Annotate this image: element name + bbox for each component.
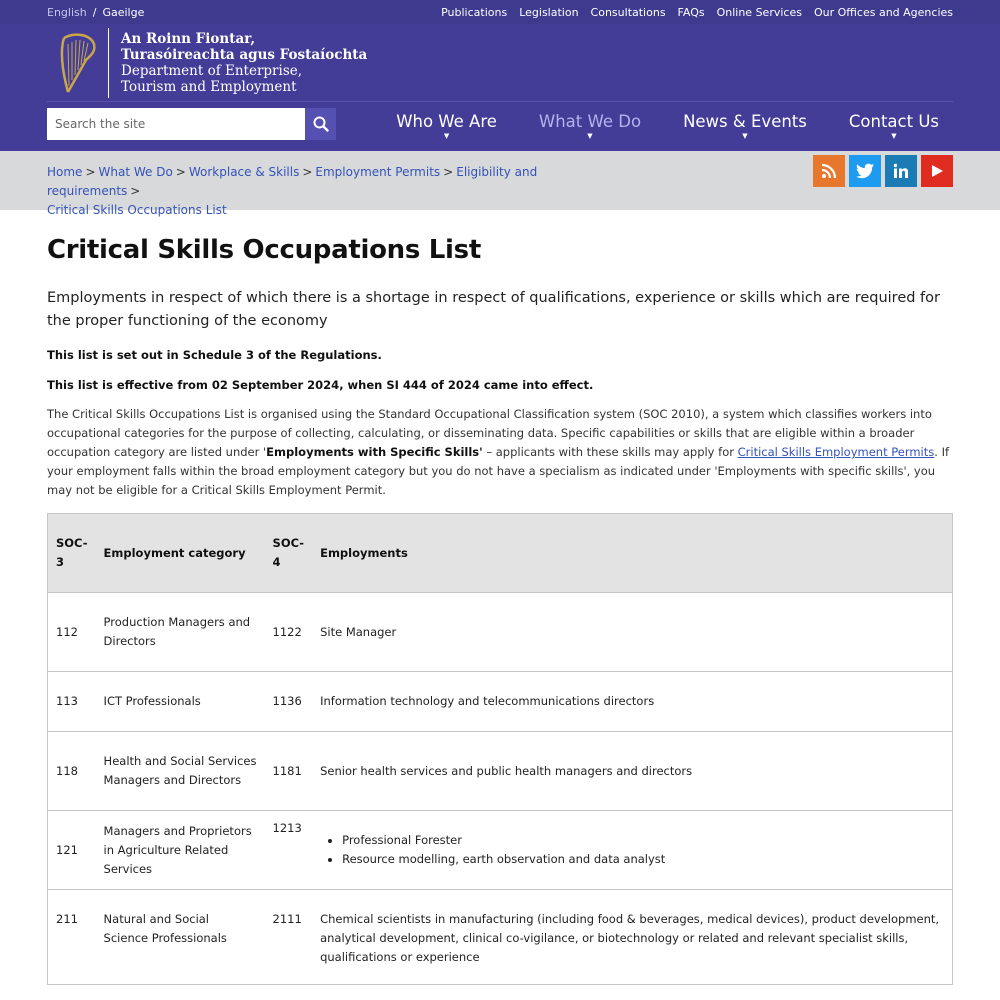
social-links [813,155,953,187]
twitter-button[interactable] [849,155,881,187]
effective-date-note: This list is effective from 02 September 2024, when SI 444 of 2024 came into effect. [47,378,594,392]
harp-icon [56,30,100,96]
nav-label: Contact Us [848,112,939,131]
cell-category: ICT Professionals [96,672,265,732]
breadcrumb-what-we-do[interactable]: What We Do [98,165,173,179]
site-logo[interactable] [56,28,367,98]
main-navigation [396,112,953,140]
youtube-icon [930,164,944,178]
employments-list [342,831,944,869]
utility-link-publications[interactable]: Publications [441,5,508,19]
cell-employments: Site Manager [312,593,952,672]
language-switcher [47,6,144,19]
twitter-icon [856,163,874,179]
breadcrumb-separator: > [302,165,313,179]
cell-soc3: 121 [48,811,96,890]
utility-link-faqs[interactable]: FAQs [677,5,705,19]
utility-link-online-services[interactable]: Online Services [716,5,802,19]
utility-bar [0,0,1000,24]
cell-soc4: 1213 [265,811,313,890]
breadcrumb-home[interactable]: Home [47,165,83,179]
cell-soc3: 211 [48,890,96,985]
utility-link-offices[interactable]: Our Offices and Agencies [813,5,953,19]
cell-category: Production Managers and Directors [96,593,265,672]
logo-line-4: Tourism and Employment [121,79,297,95]
critical-skills-permits-link[interactable]: Critical Skills Employment Permits [737,445,935,459]
cell-employments: Senior health services and public health managers and directors [312,732,952,811]
search-icon [313,116,329,132]
search-input[interactable] [47,108,305,140]
cell-employments: Chemical scientists in manufacturing (including food & beverages, medical devices), product development, analytical development, clinical co-vigilance, or biotechnology or related and relevant specialist skills, qualifications or experience [312,890,952,985]
rss-icon [821,163,837,179]
cell-soc3: 118 [48,732,96,811]
utility-link-consultations[interactable]: Consultations [590,5,666,19]
page-lead: Employments in respect of which there is a shortage in respect of qualifications, experience or skills which are required for the proper functioning of the economy [47,290,940,329]
linkedin-icon [893,163,909,179]
nav-contact-us[interactable] [849,112,953,140]
breadcrumb [47,163,607,220]
caret-down-icon: ▼ [587,132,593,140]
cell-soc4: 1122 [265,593,313,672]
schedule-note: This list is set out in Schedule 3 of the Regulations. [47,348,382,362]
col-header-soc3: SOC-3 [48,514,96,593]
breadcrumb-separator: > [130,184,141,198]
col-header-category: Employment category [96,514,265,593]
table-row [48,593,953,672]
cell-soc4: 1136 [265,672,313,732]
logo-line-3: Department of Enterprise, [121,63,303,79]
list-item: • Professional Forester [342,831,944,850]
intro-bold-text: Employments with Specific Skills' [266,445,483,459]
intro-text-a: The Critical Skills Occupations List is organised using the Standard Occupational Classification system (SOC 2010), a system which classifies workers into occupational categories for the purpose of collecting, calculating, or disseminating data. Specific capabilities or skills that are eligible within a broader occupation category are listed under ' [47,407,932,459]
list-item: • Resource modelling, earth observation and data analyst [342,850,944,869]
table-header-row [48,514,953,593]
page-title: Critical Skills Occupations List [47,235,481,265]
lang-english-link[interactable]: English [47,5,87,19]
nav-what-we-do[interactable] [539,112,655,140]
breadcrumb-separator: > [175,165,186,179]
main-content [0,235,1000,985]
department-name [121,31,367,95]
logo-line-2: Turasóireachta agus Fostaíochta [121,47,368,63]
lang-separator: / [92,5,97,19]
breadcrumb-current[interactable]: Critical Skills Occupations List [47,203,227,217]
breadcrumb-eligibility[interactable]: Eligibility and requirements [47,165,538,198]
cell-category: Natural and Social Science Professionals [96,890,265,985]
search-button[interactable] [305,108,336,140]
col-header-soc4: SOC-4 [265,514,313,593]
table-row [48,811,953,890]
nav-who-we-are[interactable] [396,112,511,140]
col-header-employments: Employments [312,514,952,593]
table-row [48,890,953,985]
occupations-table [47,513,953,985]
site-search [47,108,336,140]
lang-irish-link[interactable]: Gaeilge [102,5,145,19]
cell-soc3: 112 [48,593,96,672]
cell-soc4: 1181 [265,732,313,811]
nav-label: News & Events [683,112,807,131]
breadcrumb-bar [0,151,1000,217]
breadcrumb-separator: > [443,165,454,179]
utility-link-legislation[interactable]: Legislation [519,5,579,19]
table-row [48,672,953,732]
intro-paragraph [47,405,953,500]
breadcrumb-employment-permits[interactable]: Employment Permits [315,165,441,179]
caret-down-icon: ▼ [891,132,897,140]
nav-news-events[interactable] [683,112,821,140]
utility-links [441,6,953,19]
caret-down-icon: ▼ [443,132,450,140]
youtube-button[interactable] [921,155,953,187]
rss-button[interactable] [813,155,845,187]
logo-divider [108,28,109,98]
intro-text-b: – applicants with these skills may apply for [482,445,738,459]
cell-employments [312,811,952,890]
site-header [0,24,1000,151]
cell-soc4: 2111 [265,890,313,985]
linkedin-button[interactable] [885,155,917,187]
breadcrumb-workplace-skills[interactable]: Workplace & Skills [188,165,300,179]
cell-category: Health and Social Services Managers and Directors [96,732,265,811]
intro-text-c: . If your employment falls within the broad employment category but you do not have a specialism as indicated under 'Employments with specific skills', you may not be eligible for a Critical Skills Employment Permit. [47,445,950,497]
cell-category: Managers and Proprietors in Agriculture Related Services [96,811,265,890]
caret-down-icon: ▼ [742,132,748,140]
breadcrumb-separator: > [85,165,96,179]
nav-label: What We Do [538,112,642,131]
header-divider [47,101,953,102]
cell-soc3: 113 [48,672,96,732]
cell-employments: Information technology and telecommunications directors [312,672,952,732]
table-row [48,732,953,811]
logo-line-1: An Roinn Fiontar, [121,31,256,47]
nav-label: Who We Are [396,112,497,131]
